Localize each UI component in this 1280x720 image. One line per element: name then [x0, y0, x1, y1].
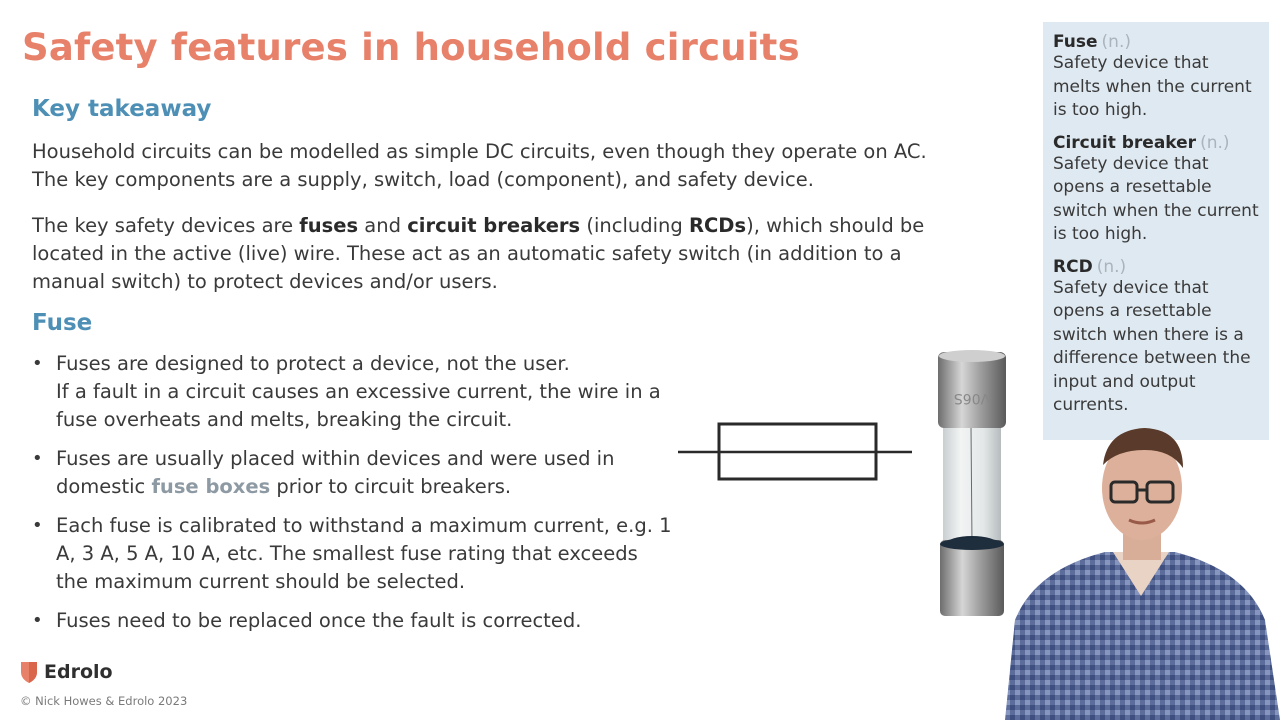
key-takeaway-paragraph-1: Household circuits can be modelled as simple DC circuits, even though they operate on AC. The key components are a supply, switch, load (component), and safety device.	[32, 140, 927, 191]
fuse-boxes-highlight: fuse boxes	[151, 475, 271, 498]
glossary-term: Circuit breaker	[1053, 132, 1197, 153]
shield-logo-icon	[20, 660, 38, 684]
para2-text-3: (including	[580, 214, 689, 237]
para2-text-4: ), which should be located in the active (live) wire. These act as an automatic safety switch (in addition to a manual switch) to protect devices and/or users.	[32, 214, 925, 293]
svg-text:V06S: V06S	[953, 390, 991, 406]
fuse-bullet-1-line-2: If a fault in a circuit causes an excessive current, the wire in a fuse overheats and melts, breaking the circuit.	[56, 380, 661, 431]
glossary-part-of-speech: (n.)	[1096, 256, 1127, 277]
para2-text-2: and	[358, 214, 408, 237]
term-fuses: fuses	[299, 214, 359, 237]
glossary-definition: Safety device that opens a resettable switch when there is a difference between the input and output currents.	[1053, 277, 1251, 415]
fuse-bullet-1-line-1: Fuses are designed to protect a device, not the user.	[56, 352, 570, 375]
page-title: Safety features in household circuits	[22, 26, 800, 69]
presenter-video	[995, 420, 1280, 720]
brand-name: Edrolo	[44, 661, 113, 683]
fuse-bullet-2-pre: Fuses are usually placed within devices and were used in domestic	[56, 447, 615, 498]
copyright-text: © Nick Howes & Edrolo 2023	[20, 694, 188, 708]
term-rcds: RCDs	[688, 214, 747, 237]
fuse-heading: Fuse	[32, 310, 93, 336]
glossary-definition: Safety device that melts when the current is too high.	[1053, 53, 1252, 120]
fuse-bullet-2-post: prior to circuit breakers.	[270, 475, 512, 498]
term-circuit-breakers: circuit breakers	[407, 214, 581, 237]
glossary-term: RCD	[1053, 256, 1093, 277]
glossary-entry-rcd	[1053, 257, 1261, 418]
glossary-entry-fuse	[1053, 32, 1261, 123]
key-takeaway-heading: Key takeaway	[32, 96, 212, 122]
glossary-panel	[1043, 22, 1269, 440]
brand-logo	[20, 660, 113, 684]
fuse-bullet-1	[32, 350, 672, 434]
fuse-bullet-2	[32, 445, 672, 501]
glossary-part-of-speech: (n.)	[1101, 32, 1131, 52]
fuse-bullet-list	[32, 350, 672, 646]
glossary-part-of-speech: (n.)	[1200, 132, 1230, 153]
glossary-entry-circuit-breaker	[1053, 133, 1261, 247]
glossary-definition: Safety device that opens a resettable switch when the current is too high.	[1053, 153, 1259, 244]
para2-text-1: The key safety devices are	[32, 214, 300, 237]
fuse-circuit-symbol	[676, 418, 916, 484]
key-takeaway-paragraph-2	[32, 212, 947, 296]
fuse-bullet-3: • Each fuse is calibrated to withstand a maximum current, e.g. 1 A, 3 A, 5 A, 10 A, etc. The smallest fuse rating that exceeds the maximum current should be selected.	[32, 512, 672, 596]
fuse-bullet-4: • Fuses need to be replaced once the fault is corrected.	[32, 607, 672, 635]
glossary-term: Fuse	[1053, 32, 1098, 52]
